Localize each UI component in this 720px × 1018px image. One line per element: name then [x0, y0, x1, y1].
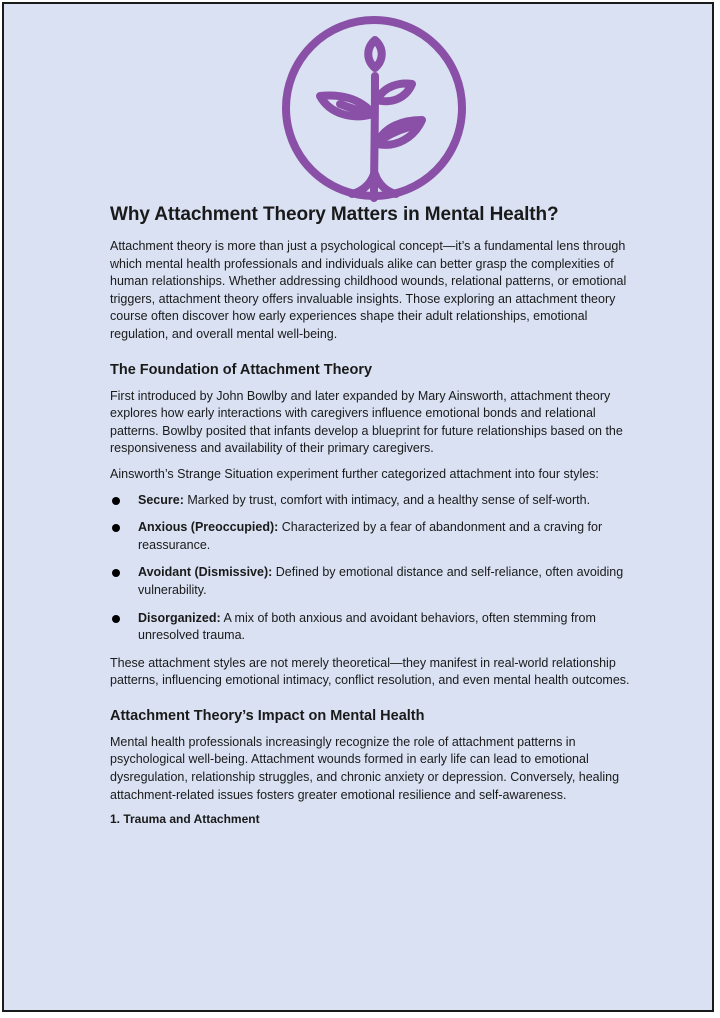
list-item-term: Secure:	[138, 492, 184, 507]
list-item-anxious	[110, 519, 630, 554]
foundation-paragraph-3: These attachment styles are not merely theoretical—they manifest in real-world relationship patterns, influencing emotional intimacy, conflict resolution, and even mental health outcomes.	[110, 655, 630, 688]
list-item-desc: Defined by emotional distance and self-reliance, often avoiding vulnerability.	[138, 565, 624, 597]
list-item-term: Anxious (Preoccupied):	[138, 520, 279, 535]
section-heading-foundation: The Foundation of Attachment Theory	[110, 361, 373, 378]
plant-sprout-logo-icon	[280, 14, 468, 202]
list-item-secure	[110, 492, 630, 510]
list-item-avoidant	[110, 564, 630, 599]
article	[110, 204, 630, 826]
impact-paragraph-1: Mental health professionals increasingly recognize the role of attachment patterns in psychological well-being. Attachment wounds formed in early life can lead to emotional dysregulation, relationship struggles, and chronic anxiety or depression. Conversely, healing attachment-related issues fosters greater emotional resilience and self-awareness.	[110, 734, 620, 802]
bullet-icon	[112, 497, 120, 505]
list-item-term: Avoidant (Dismissive):	[138, 565, 273, 580]
section-heading-impact: Attachment Theory’s Impact on Mental Health	[110, 707, 425, 724]
list-item-desc: Marked by trust, comfort with intimacy, and a healthy sense of self-worth.	[183, 492, 591, 507]
bullet-icon	[112, 569, 120, 577]
list-item-term: Disorganized:	[138, 610, 221, 625]
page-title: Why Attachment Theory Matters in Mental Health?	[110, 204, 559, 225]
document-page	[2, 2, 714, 1012]
foundation-paragraph-2: Ainsworth’s Strange Situation experiment further categorized attachment into four styles:	[110, 466, 599, 481]
bullet-icon	[112, 524, 120, 532]
intro-paragraph: Attachment theory is more than just a psychological concept—it’s a fundamental lens through which mental health professionals and individuals alike can better grasp the complexities of human relationships. Whether addressing childhood wounds, relational patterns, or emotional triggers, attachment theory offers invaluable insights. Those exploring an attachment theory course often discover how early experiences shape their adult relationships, emotional regulation, and overall mental well-being.	[110, 239, 627, 341]
list-item-desc: Characterized by a fear of abandonment and a craving for reassurance.	[138, 520, 603, 552]
foundation-paragraph-1: First introduced by John Bowlby and later expanded by Mary Ainsworth, attachment theory explores how early interactions with caregivers influence emotional bonds and relational patterns. Bowlby posited that infants develop a blueprint for future relationships based on the responsiveness and availability of their primary caregivers.	[110, 388, 623, 456]
list-item-desc: A mix of both anxious and avoidant behaviors, often stemming from unresolved trauma.	[138, 610, 596, 643]
list-item-disorganized	[110, 610, 630, 645]
bullet-icon	[112, 615, 120, 623]
subheading-trauma: 1. Trauma and Attachment	[110, 812, 260, 827]
attachment-styles-list	[110, 492, 630, 645]
